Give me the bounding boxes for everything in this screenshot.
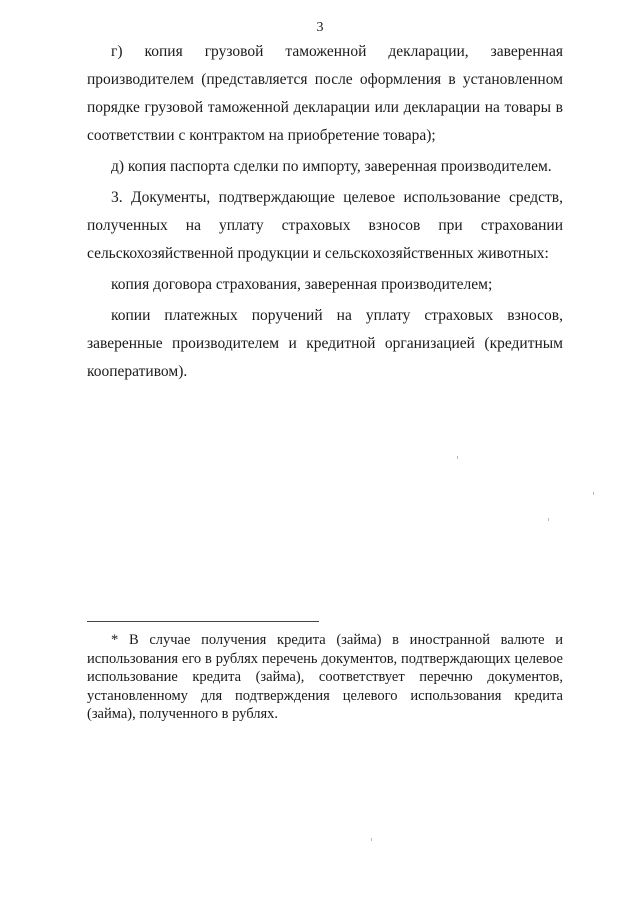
paragraph-3: 3. Документы, подтверждающие целевое использование средств, полученных на уплату страховых взносов при страховании сельскохозяйственной продукции и сельскохозяйственных животных: (87, 189, 563, 262)
footnote: * В случае получения кредита (займа) в иностранной валюте и использования его в рублях перечень документов, подтверждающих целевое использование кредита (займа), соответствует перечню документов, установленному для подтверждения целевого использования кредита (займа), полученного в рублях. (87, 632, 563, 722)
document-body (87, 38, 563, 389)
scan-speck (593, 492, 594, 495)
paragraph-insurance-contract: копия договора страхования, заверенная производителем; (111, 276, 493, 293)
paragraph-g: г) копия грузовой таможенной декларации, заверенная производителем (представляется после оформления в установленном порядке грузовой таможенной декларации или декларации на товары в соответствии с контрактом на приобретение товара); (87, 43, 563, 144)
paragraph-d: д) копия паспорта сделки по импорту, заверенная производителем. (111, 158, 552, 175)
page-number: 3 (316, 20, 324, 35)
paragraph-payment-orders: копии платежных поручений на уплату страховых взносов, заверенные производителем и кредитной организацией (кредитным кооперативом). (87, 307, 563, 380)
scan-speck (457, 456, 458, 459)
scan-speck (371, 838, 372, 841)
footnote-separator (87, 621, 319, 622)
scan-speck (548, 518, 549, 521)
